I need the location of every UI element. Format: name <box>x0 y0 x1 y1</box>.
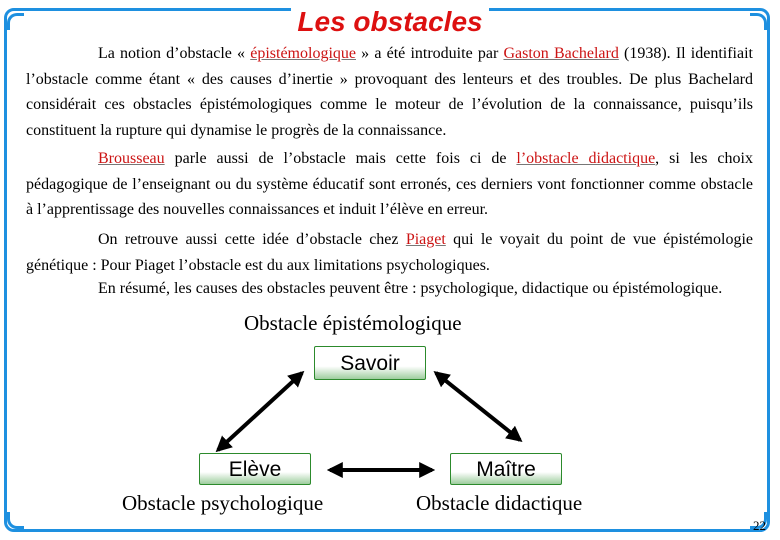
slide-title: Les obstacles <box>291 6 488 37</box>
name-gaston-bachelard: Gaston Bachelard <box>503 45 619 62</box>
p1-text-3: (1938). Il identifiait l’obstacle comme étant « des causes d’inertie » provoquant des lenteurs et des troubles. De plus Bachelard considérait ces obstacles épistémologiques comme le moteur de l’évolution de la connaissance, puisqu’ils constituent la rupture qui dynamise le progrès de la connaissance. <box>26 45 753 139</box>
p4-text-1: En résumé, les causes des obstacles peuvent être : psychologique, didactique ou épistémologique. <box>98 280 723 297</box>
arrow-savoir-maitre <box>436 373 520 440</box>
arrow-savoir-eleve <box>218 373 302 450</box>
label-obstacle-psychologique: Obstacle psychologique <box>122 491 324 515</box>
label-obstacle-epistemologique: Obstacle épistémologique <box>244 311 462 335</box>
p3-text-1: On retrouve aussi cette idée d’obstacle chez <box>98 231 406 248</box>
p3-text-2: qui le voyait du point de vue épistémologie génétique : Pour Piaget l’obstacle est du aux limitations psychologiques. <box>26 231 753 274</box>
term-epistemologique: épistémologique <box>250 45 356 62</box>
p1-text-1: La notion d’obstacle « <box>98 45 251 62</box>
node-eleve: Elève <box>199 453 311 485</box>
node-savoir: Savoir <box>314 346 426 380</box>
name-brousseau: Brousseau <box>98 150 165 167</box>
p2-text-2: , si les choix pédagogique de l’enseignant ou du système éducatif sont erronés, ces derniers vont fonctionner comme obstacle à l’apprentissage des nouvelles connaissances et induit l’élève en erreur. <box>26 150 753 219</box>
name-piaget: Piaget <box>405 231 446 248</box>
node-maitre: Maître <box>450 453 562 485</box>
term-obstacle-didactique: l’obstacle didactique <box>516 150 656 167</box>
p2-text-1: parle aussi de l’obstacle mais cette fois ci de <box>164 150 517 167</box>
page-number: 22 <box>753 518 766 533</box>
p1-text-2: » a été introduite par <box>356 45 504 62</box>
label-obstacle-didactique: Obstacle didactique <box>416 491 583 515</box>
